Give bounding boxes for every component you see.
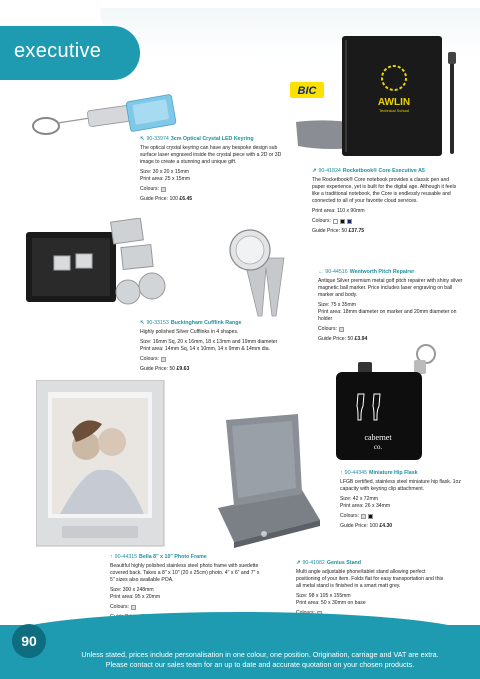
product-print-area: Print area: 18mm diameter on marker and 20mm diameter on holder [318, 309, 457, 322]
colour-swatch [131, 605, 136, 610]
product-keyring: ↖ 90-33974 3cm Optical Crystal LED Keyring The optical crystal keyring can have any bespoke design sub surface laser engraved inside the crystal piece with a 2D or 3D image to create a stunning and unique gift. Size: 30 x 20 x 15mm Print area: 25 x 15mm Colours: Guide Price: 100 £6.45 [140, 136, 290, 203]
up-arrow-icon: ↑ [110, 554, 113, 560]
hip-flask-image [328, 340, 452, 462]
product-description: Multi angle adjustable phone/tablet stand allowing perfect positioning of your item. Folds flat for easy transportation and this all metal stand is finished in a smart matt grey. [296, 569, 444, 589]
colour-swatches: Colours: [140, 356, 288, 363]
section-title: executive [14, 40, 102, 62]
product-price: Guide Price: 50 £3.94 [318, 336, 368, 342]
product-size: Size: 42 x 72mm [340, 496, 378, 502]
colour-swatch [161, 187, 166, 192]
product-size: Size: 300 x 248mm [110, 587, 154, 593]
product-price: Guide Price: 100 £4.30 [340, 523, 393, 529]
footer-disclaimer [54, 650, 466, 670]
product-size: Size: 75 x 35mm [318, 302, 356, 308]
product-print-area: Print area: 95 x 20mm [110, 594, 161, 600]
product-description: Antique Silver premium metal golf pitch repairer with shiny silver magnetic ball marker. Price includes laser engraving on ball marker and body. [318, 278, 463, 298]
colour-swatch [340, 219, 345, 224]
colour-swatch [347, 219, 352, 224]
product-pitch-repairer: ← 90-44516 Wentworth Pitch Repairer Antique Silver premium metal golf pitch repairer with shiny silver magnetic ball marker. Price includes laser engraving on ball marker and body. Size: 75 x 35mm Print area: 18mm diameter on marker and 20mm diameter on holder Colours: Guide Price: 50 £3.94 [318, 269, 466, 343]
product-description: Highly polished Silver Cufflinks in 4 shapes. [140, 329, 239, 335]
product-print-area: Print area: 50 x 30mm on base [296, 600, 366, 606]
colour-swatches: Colours: [340, 513, 468, 520]
colour-swatch [339, 327, 344, 332]
notebook-badge-sub: Technical School [378, 108, 410, 113]
product-size: Size: 30 x 20 x 15mm [140, 169, 189, 175]
product-description: LFGB certified, stainless steel miniature hip flask. 1oz capacity with keyring clip attachment. [340, 479, 461, 492]
cufflinks-image [26, 218, 176, 320]
left-arrow-icon: ← [318, 269, 324, 275]
notebook-badge-name: AWLIN [377, 97, 411, 108]
product-price: Guide Price: 100 £6.45 [140, 196, 193, 202]
photo-frame-image [36, 380, 170, 548]
colour-swatches: Colours: [140, 186, 290, 193]
footer-line-1: Unless stated, prices include personalisation in one colour, one position. Origination, carriage and VAT are extra. [81, 650, 439, 659]
colour-swatch [161, 357, 166, 362]
colour-swatch [368, 514, 373, 519]
pitch-repairer-image [214, 228, 304, 318]
product-photo-frame: ↑ 90-44315 Bella 8" x 10" Photo Frame Beautiful highly polished stainless steel photo frame with suedette covered back. Takes a 8" x 10" (20 x 25cm) photo. 4" x 6" and 7" x 5" sizes also available POA. Size: 300 x 248mm Print area: 95 x 20mm Colours: [110, 554, 260, 621]
footer-line-2: Please contact our sales team for an up to date and accurate quotation on your chosen products. [105, 660, 415, 669]
product-description: Beautiful highly polished stainless steel photo frame with suedette covered back. Takes a 8" x 10" (20 x 25cm) photo. 4" x 6" and 7" x 5" sizes also available POA. [110, 563, 260, 583]
product-notebook: ↗ 90-41824 Rocketbook® Core Executive A5 The Rocketbook® Core notebook provides a classic pen and paper experience, yet is built for the digital age. Although it feels like a traditional notebook, the Core is endlessly reusable and connected to all of your favorite cloud services. Print area: 110 x 90mm Colours: Guide Price: 50 £37.75 [312, 168, 462, 235]
product-description: The Rocketbook® Core notebook provides a classic pen and paper experience, yet is built for the digital age. Although it feels like a traditional notebook, the Core is endlessly reusable and connected to all of your favorite cloud services. [312, 177, 457, 204]
product-cufflinks: ↖ 90-33153 Buckingham Cufflink Range Highly polished Silver Cufflinks in 4 shapes. Size: 16mm Sq, 20 x 16mm, 18 x 13mm and 19mm diameter Print area: 14mm Sq, 14 x 10mm, 14 x 9mm & 14mm dia. Colours: Guide Price: 50 £9.63 [140, 320, 288, 373]
flask-label-2: co. [373, 443, 383, 451]
product-phone-stand: ↗ 90-41082 Genius Stand Multi angle adjustable phone/tablet stand allowing perfect positioning of your item. Folds flat for easy transportation and this all metal stand is finished in a smart matt grey. Size: 98 x 105 x 155mm Print area: 50 x 30mm on base [296, 560, 446, 627]
product-price: Guide Price: 50 £9.63 [140, 366, 190, 372]
product-price: Guide Price: 50 £37.75 [312, 228, 365, 234]
diagonal-arrow-icon: ↗ [296, 560, 301, 566]
diagonal-arrow-icon: ↖ [140, 136, 145, 142]
product-print-area: Print area: 14mm Sq, 14 x 10mm, 14 x 9mm & 14mm dia. [140, 346, 270, 352]
product-hip-flask: ↑ 90-44345 Miniature Hip Flask LFGB certified, stainless steel miniature hip flask. 1oz capacity with keyring clip attachment. Size: 42 x 72mm Print area: 26 x 34mm Colours: Guide Price: 100 £4.30 [340, 470, 468, 530]
colour-swatches: Colours: [110, 604, 260, 611]
up-arrow-icon: ↑ [340, 470, 343, 476]
colour-swatches: Colours: [312, 218, 462, 225]
product-size: Size: 98 x 105 x 155mm [296, 593, 351, 599]
flask-label-1: cabernet [364, 433, 392, 442]
colour-swatch [333, 219, 338, 224]
page-number: 90 [12, 624, 46, 658]
product-print-area: Print area: 110 x 90mm [312, 208, 365, 214]
bic-logo: BIC [297, 85, 317, 97]
colour-swatch [361, 514, 366, 519]
diagonal-arrow-icon: ↖ [140, 320, 145, 326]
phone-stand-image [212, 410, 322, 550]
product-print-area: Print area: 25 x 15mm [140, 176, 191, 182]
diagonal-arrow-icon: ↗ [312, 168, 317, 174]
section-banner [0, 26, 140, 80]
notebook-image [290, 34, 470, 164]
product-print-area: Print area: 26 x 34mm [340, 503, 391, 509]
colour-swatches: Colours: [318, 326, 466, 333]
product-description: The optical crystal keyring can have any bespoke design sub surface laser engraved inside the crystal piece with a 2D or 3D image to create a stunning and unique gift. [140, 145, 282, 165]
product-size: Size: 16mm Sq, 20 x 16mm, 18 x 13mm and 19mm diameter [140, 339, 278, 345]
